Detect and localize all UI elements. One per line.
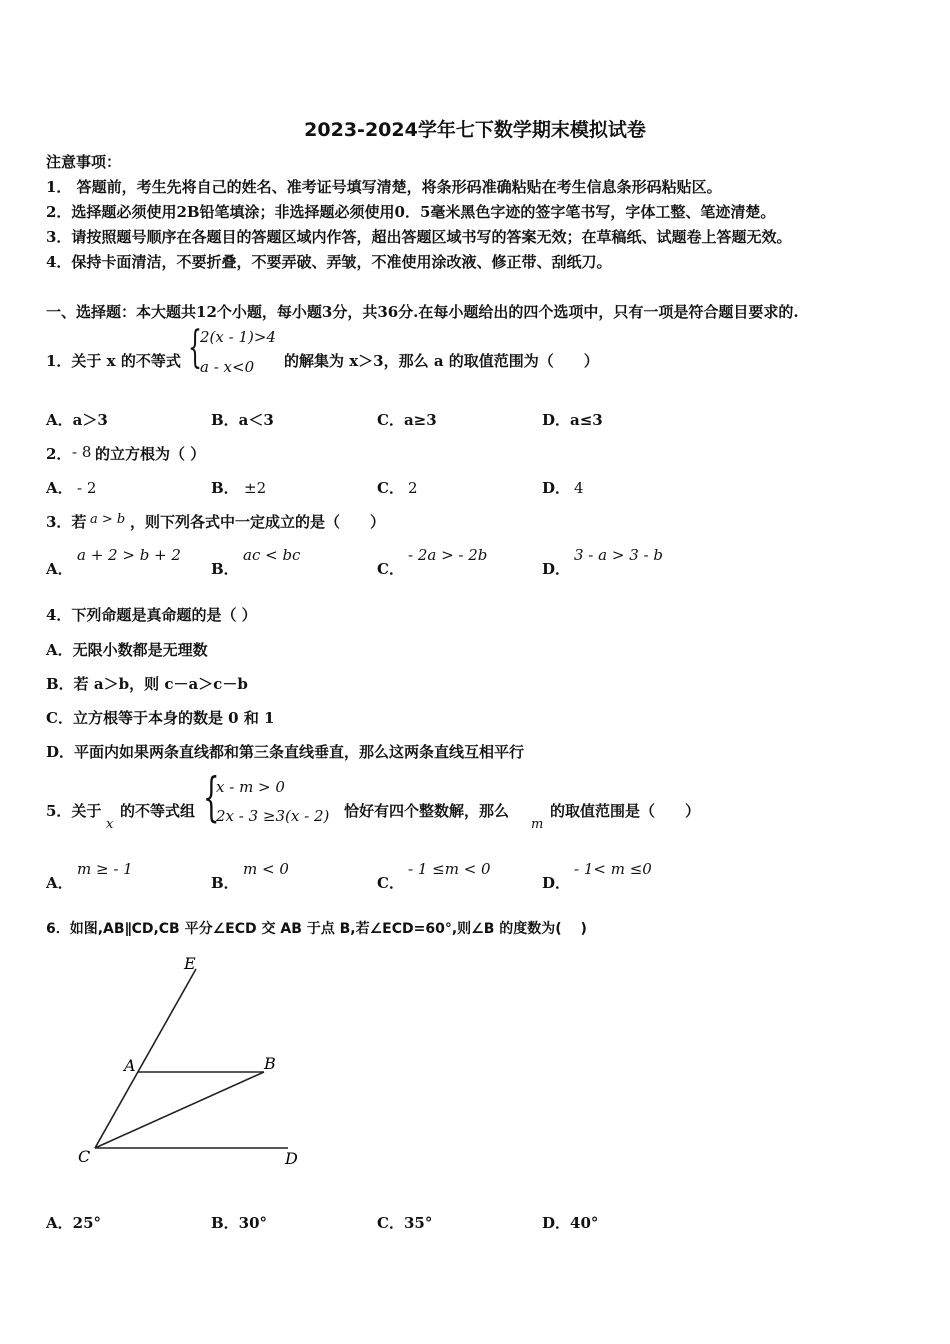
q2-option-c[interactable]: 2	[408, 479, 418, 497]
note-item-1: 1． 答题前，考生先将自己的姓名、准考证号填写清楚，将条形码准确粘贴在考生信息条形码粘贴区。	[46, 178, 722, 196]
q2-option-d[interactable]: 4	[574, 479, 584, 497]
q5-option-a-label[interactable]: A．	[46, 874, 73, 892]
q3-option-b-label[interactable]: B．	[211, 560, 239, 578]
q2-expr: - 8	[72, 443, 92, 461]
label-c: C	[78, 1147, 91, 1166]
q1-option-d[interactable]: D．a≤3	[542, 411, 603, 429]
q5-option-d[interactable]: - 1< m ≤0	[574, 860, 652, 878]
q5-option-a[interactable]: m ≥ - 1	[77, 860, 133, 878]
q2-option-a[interactable]: - 2	[77, 479, 97, 497]
line-cb	[95, 1072, 264, 1148]
q5-option-b-label[interactable]: B．	[211, 874, 239, 892]
label-d: D	[285, 1149, 298, 1168]
q2-option-d-label[interactable]: D．	[542, 479, 571, 497]
notes-heading: 注意事项：	[46, 153, 122, 171]
q1-stem-post: 的解集为 x＞3，那么 a 的取值范围为（ ）	[284, 352, 599, 370]
q5-option-c[interactable]: - 1 ≤m < 0	[408, 860, 491, 878]
q4-option-c[interactable]: C．立方根等于本身的数是 0 和 1	[46, 709, 275, 727]
q5-option-c-label[interactable]: C．	[377, 874, 404, 892]
q5-stem-post2: 的取值范围是（ ）	[550, 802, 701, 820]
q6-stem: 6．如图,AB∥CD,CB 平分∠ECD 交 AB 于点 B,若∠ECD=60°,则∠B 的度数为( )	[46, 921, 587, 937]
q2-number: 2．	[46, 445, 72, 463]
q1-option-b[interactable]: B．a＜3	[211, 411, 274, 429]
label-a: A	[124, 1056, 136, 1075]
q4-option-b[interactable]: B．若 a＞b，则 c－a＞c－b	[46, 675, 248, 693]
q3-option-b[interactable]: ac < bc	[243, 546, 301, 564]
q3-option-d-label[interactable]: D．	[542, 560, 571, 578]
q5-variable-x: x	[106, 817, 114, 832]
q3-number: 3．若	[46, 513, 87, 531]
q1-ineq-1: 2(x - 1)>4	[200, 328, 276, 346]
q5-brace: {	[203, 768, 220, 828]
note-item-2: 2．选择题必须使用2B铅笔填涂；非选择题必须使用0．5毫米黑色字迹的签字笔书写，字体工整、笔迹清楚。	[46, 203, 776, 221]
q5-option-d-label[interactable]: D．	[542, 874, 571, 892]
label-b: B	[264, 1054, 276, 1073]
q2-option-c-label[interactable]: C．	[377, 479, 404, 497]
line-ce	[95, 969, 196, 1148]
q4-option-d[interactable]: D．平面内如果两条直线都和第三条直线垂直，那么这两条直线互相平行	[46, 743, 525, 761]
q5-variable-m: m	[531, 817, 544, 832]
q3-option-a-label[interactable]: A．	[46, 560, 73, 578]
q2-stem: 的立方根为（ ）	[95, 445, 206, 463]
q2-option-a-label[interactable]: A．	[46, 479, 73, 497]
q5-stem-pre: 5．关于	[46, 802, 102, 820]
q6-option-c[interactable]: C．35°	[377, 1214, 433, 1232]
q1-brace: {	[188, 322, 202, 373]
q2-option-b-label[interactable]: B．	[211, 479, 239, 497]
q6-option-d[interactable]: D．40°	[542, 1214, 599, 1232]
q1-ineq-2: a - x<0	[200, 358, 255, 376]
q3-option-c-label[interactable]: C．	[377, 560, 404, 578]
note-item-3: 3．请按照题号顺序在各题目的答题区域内作答，超出答题区域书写的答案无效；在草稿纸、试题卷上答题无效。	[46, 228, 792, 246]
page-title: 2023-2024学年七下数学期末模拟试卷	[304, 119, 646, 141]
label-e: E	[184, 954, 196, 973]
section-heading: 一、选择题：本大题共12个小题，每小题3分，共36分.在每小题给出的四个选项中，只有一项是符合题目要求的.	[46, 303, 799, 321]
q5-stem-post: 恰好有四个整数解，那么	[344, 802, 510, 820]
q5-ineq-2: 2x - 3 ≥3(x - 2)	[216, 807, 330, 825]
q1-option-a[interactable]: A．a＞3	[46, 411, 108, 429]
q3-option-c[interactable]: - 2a > - 2b	[408, 546, 488, 564]
q6-option-b[interactable]: B．30°	[211, 1214, 268, 1232]
q6-option-a[interactable]: A．25°	[46, 1214, 102, 1232]
q2-option-b[interactable]: ±2	[244, 479, 267, 497]
q1-stem-pre: 1．关于 x 的不等式	[46, 352, 181, 370]
q4-stem: 4．下列命题是真命题的是（ ）	[46, 606, 257, 624]
q5-option-b[interactable]: m < 0	[243, 860, 289, 878]
q5-stem-mid: 的不等式组	[120, 802, 196, 820]
q3-option-a[interactable]: a + 2 > b + 2	[77, 546, 181, 564]
q3-stem: ，则下列各式中一定成立的是（ ）	[130, 513, 386, 531]
q5-ineq-1: x - m > 0	[216, 778, 285, 796]
q4-option-a[interactable]: A．无限小数都是无理数	[46, 641, 208, 659]
q3-condition: a > b	[90, 512, 126, 527]
note-item-4: 4．保持卡面清洁，不要折叠，不要弄破、弄皱，不准使用涂改液、修正带、刮纸刀。	[46, 253, 612, 271]
q3-option-d[interactable]: 3 - a > 3 - b	[574, 546, 663, 564]
q1-option-c[interactable]: C．a≥3	[377, 411, 437, 429]
